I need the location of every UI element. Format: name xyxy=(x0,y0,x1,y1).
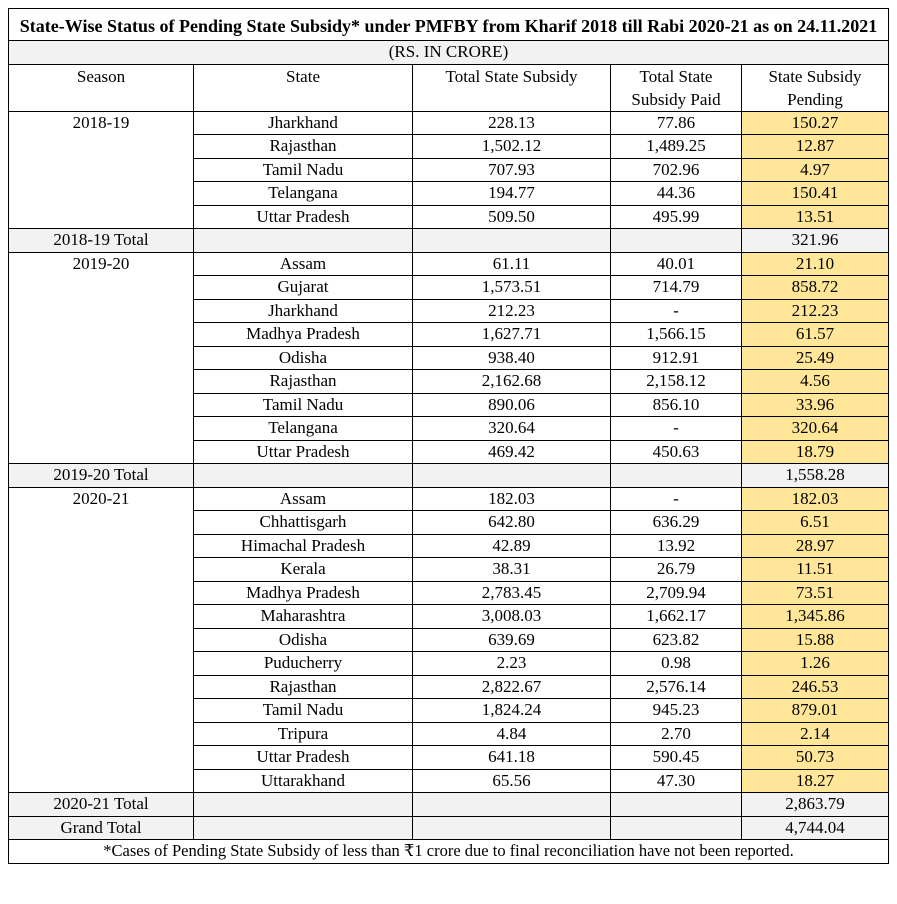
season-total-row xyxy=(9,793,889,817)
table-row xyxy=(9,487,889,511)
subsidy-pending-cell: 246.53 xyxy=(742,675,889,699)
subsidy-pending-cell: 21.10 xyxy=(742,252,889,276)
subsidy-paid-cell: 450.63 xyxy=(611,440,742,464)
subsidy-pending-cell: 1.26 xyxy=(742,652,889,676)
season-total-value: 1,558.28 xyxy=(742,464,889,488)
subsidy-pending-cell: 13.51 xyxy=(742,205,889,229)
subsidy-paid-cell: 2,576.14 xyxy=(611,675,742,699)
state-cell: Kerala xyxy=(194,558,413,582)
season-cell xyxy=(9,605,194,629)
footnote-row xyxy=(9,840,889,864)
subsidy-paid-cell: - xyxy=(611,417,742,441)
total-subsidy-cell: 61.11 xyxy=(413,252,611,276)
season-cell xyxy=(9,370,194,394)
state-cell: Uttar Pradesh xyxy=(194,205,413,229)
season-cell xyxy=(9,182,194,206)
empty-cell xyxy=(194,793,413,817)
state-cell: Rajasthan xyxy=(194,675,413,699)
total-subsidy-cell: 3,008.03 xyxy=(413,605,611,629)
subsidy-pending-cell: 25.49 xyxy=(742,346,889,370)
empty-cell xyxy=(194,464,413,488)
table-row xyxy=(9,722,889,746)
total-subsidy-cell: 641.18 xyxy=(413,746,611,770)
table-row xyxy=(9,534,889,558)
empty-cell xyxy=(611,816,742,840)
season-cell: 2020-21 xyxy=(9,487,194,511)
header-total-subsidy: Total State Subsidy xyxy=(413,64,611,111)
subsidy-paid-cell: 1,489.25 xyxy=(611,135,742,159)
subsidy-paid-cell: 495.99 xyxy=(611,205,742,229)
total-subsidy-cell: 4.84 xyxy=(413,722,611,746)
header-row xyxy=(9,64,889,111)
total-subsidy-cell: 212.23 xyxy=(413,299,611,323)
grand-total-value: 4,744.04 xyxy=(742,816,889,840)
table-row xyxy=(9,299,889,323)
state-cell: Uttar Pradesh xyxy=(194,746,413,770)
state-cell: Chhattisgarh xyxy=(194,511,413,535)
state-cell: Jharkhand xyxy=(194,111,413,135)
season-cell: 2018-19 xyxy=(9,111,194,135)
subsidy-paid-cell: 13.92 xyxy=(611,534,742,558)
table-row xyxy=(9,135,889,159)
season-cell xyxy=(9,440,194,464)
season-cell xyxy=(9,205,194,229)
total-subsidy-cell: 707.93 xyxy=(413,158,611,182)
season-cell xyxy=(9,675,194,699)
subsidy-paid-cell: 2.70 xyxy=(611,722,742,746)
state-cell: Madhya Pradesh xyxy=(194,581,413,605)
subsidy-pending-cell: 320.64 xyxy=(742,417,889,441)
subsidy-paid-cell: 77.86 xyxy=(611,111,742,135)
total-subsidy-cell: 42.89 xyxy=(413,534,611,558)
subsidy-pending-cell: 73.51 xyxy=(742,581,889,605)
table-row xyxy=(9,346,889,370)
table-row xyxy=(9,628,889,652)
table-row xyxy=(9,205,889,229)
season-cell xyxy=(9,511,194,535)
subsidy-pending-cell: 12.87 xyxy=(742,135,889,159)
subsidy-pending-cell: 4.97 xyxy=(742,158,889,182)
subsidy-pending-cell: 150.41 xyxy=(742,182,889,206)
table-row xyxy=(9,417,889,441)
table-row xyxy=(9,393,889,417)
subsidy-paid-cell: - xyxy=(611,299,742,323)
table-row xyxy=(9,158,889,182)
subsidy-pending-cell: 50.73 xyxy=(742,746,889,770)
empty-cell xyxy=(413,793,611,817)
subsidy-pending-cell: 28.97 xyxy=(742,534,889,558)
state-cell: Assam xyxy=(194,487,413,511)
subsidy-pending-cell: 150.27 xyxy=(742,111,889,135)
total-subsidy-cell: 2,783.45 xyxy=(413,581,611,605)
season-total-label: 2020-21 Total xyxy=(9,793,194,817)
subsidy-pending-cell: 1,345.86 xyxy=(742,605,889,629)
season-total-label: 2019-20 Total xyxy=(9,464,194,488)
unit-row xyxy=(9,41,889,65)
season-cell xyxy=(9,628,194,652)
season-cell: 2019-20 xyxy=(9,252,194,276)
empty-cell xyxy=(413,816,611,840)
season-total-label: 2018-19 Total xyxy=(9,229,194,253)
subsidy-paid-cell: 2,158.12 xyxy=(611,370,742,394)
total-subsidy-cell: 642.80 xyxy=(413,511,611,535)
state-cell: Maharashtra xyxy=(194,605,413,629)
season-cell xyxy=(9,652,194,676)
grand-total-label: Grand Total xyxy=(9,816,194,840)
subsidy-pending-cell: 6.51 xyxy=(742,511,889,535)
empty-cell xyxy=(611,229,742,253)
state-cell: Tamil Nadu xyxy=(194,393,413,417)
state-cell: Odisha xyxy=(194,628,413,652)
title-row xyxy=(9,9,889,41)
season-cell xyxy=(9,722,194,746)
empty-cell xyxy=(194,816,413,840)
subsidy-paid-cell: - xyxy=(611,487,742,511)
total-subsidy-cell: 1,824.24 xyxy=(413,699,611,723)
season-cell xyxy=(9,534,194,558)
season-cell xyxy=(9,323,194,347)
season-cell xyxy=(9,346,194,370)
subsidy-paid-cell: 1,566.15 xyxy=(611,323,742,347)
header-subsidy-pending: State Subsidy Pending xyxy=(742,64,889,111)
season-total-value: 321.96 xyxy=(742,229,889,253)
state-cell: Himachal Pradesh xyxy=(194,534,413,558)
subsidy-paid-cell: 912.91 xyxy=(611,346,742,370)
subsidy-paid-cell: 40.01 xyxy=(611,252,742,276)
table-row xyxy=(9,581,889,605)
total-subsidy-cell: 2.23 xyxy=(413,652,611,676)
total-subsidy-cell: 228.13 xyxy=(413,111,611,135)
table-row xyxy=(9,440,889,464)
subsidy-paid-cell: 945.23 xyxy=(611,699,742,723)
season-cell xyxy=(9,393,194,417)
table-title: State-Wise Status of Pending State Subsidy* under PMFBY from Kharif 2018 till Rabi 2020-21 as on 24.11.2021 xyxy=(9,9,889,41)
grand-total-row xyxy=(9,816,889,840)
empty-cell xyxy=(413,229,611,253)
table-row xyxy=(9,511,889,535)
season-cell xyxy=(9,276,194,300)
subsidy-paid-cell: 702.96 xyxy=(611,158,742,182)
state-cell: Tripura xyxy=(194,722,413,746)
season-cell xyxy=(9,769,194,793)
subsidy-paid-cell: 47.30 xyxy=(611,769,742,793)
subsidy-pending-cell: 33.96 xyxy=(742,393,889,417)
subsidy-paid-cell: 590.45 xyxy=(611,746,742,770)
subsidy-paid-cell: 636.29 xyxy=(611,511,742,535)
subsidy-pending-cell: 2.14 xyxy=(742,722,889,746)
subsidy-pending-cell: 11.51 xyxy=(742,558,889,582)
total-subsidy-cell: 1,627.71 xyxy=(413,323,611,347)
state-cell: Madhya Pradesh xyxy=(194,323,413,347)
total-subsidy-cell: 1,502.12 xyxy=(413,135,611,159)
table-row xyxy=(9,323,889,347)
empty-cell xyxy=(413,464,611,488)
header-subsidy-paid: Total State Subsidy Paid xyxy=(611,64,742,111)
total-subsidy-cell: 1,573.51 xyxy=(413,276,611,300)
subsidy-pending-cell: 61.57 xyxy=(742,323,889,347)
table-row xyxy=(9,558,889,582)
subsidy-paid-cell: 856.10 xyxy=(611,393,742,417)
total-subsidy-cell: 639.69 xyxy=(413,628,611,652)
subsidy-pending-cell: 879.01 xyxy=(742,699,889,723)
subsidy-pending-cell: 18.27 xyxy=(742,769,889,793)
state-cell: Telangana xyxy=(194,417,413,441)
subsidy-pending-cell: 15.88 xyxy=(742,628,889,652)
table-row xyxy=(9,182,889,206)
unit-label: (RS. IN CRORE) xyxy=(9,41,889,65)
footnote: *Cases of Pending State Subsidy of less than ₹1 crore due to final reconciliation have not been reported. xyxy=(9,840,889,864)
subsidy-paid-cell: 623.82 xyxy=(611,628,742,652)
season-cell xyxy=(9,699,194,723)
total-subsidy-cell: 65.56 xyxy=(413,769,611,793)
subsidy-pending-cell: 212.23 xyxy=(742,299,889,323)
season-cell xyxy=(9,158,194,182)
state-cell: Jharkhand xyxy=(194,299,413,323)
total-subsidy-cell: 194.77 xyxy=(413,182,611,206)
state-cell: Assam xyxy=(194,252,413,276)
season-cell xyxy=(9,299,194,323)
state-cell: Odisha xyxy=(194,346,413,370)
table-row xyxy=(9,769,889,793)
total-subsidy-cell: 2,162.68 xyxy=(413,370,611,394)
table-row xyxy=(9,746,889,770)
state-cell: Uttar Pradesh xyxy=(194,440,413,464)
total-subsidy-cell: 509.50 xyxy=(413,205,611,229)
season-total-row xyxy=(9,229,889,253)
subsidy-paid-cell: 26.79 xyxy=(611,558,742,582)
season-cell xyxy=(9,558,194,582)
season-cell xyxy=(9,417,194,441)
empty-cell xyxy=(194,229,413,253)
table-row xyxy=(9,699,889,723)
total-subsidy-cell: 938.40 xyxy=(413,346,611,370)
total-subsidy-cell: 320.64 xyxy=(413,417,611,441)
subsidy-paid-cell: 1,662.17 xyxy=(611,605,742,629)
table-row xyxy=(9,370,889,394)
subsidy-table xyxy=(8,8,889,864)
total-subsidy-cell: 38.31 xyxy=(413,558,611,582)
table-row xyxy=(9,252,889,276)
season-cell xyxy=(9,746,194,770)
state-cell: Telangana xyxy=(194,182,413,206)
season-cell xyxy=(9,581,194,605)
table-row xyxy=(9,605,889,629)
subsidy-pending-cell: 858.72 xyxy=(742,276,889,300)
subsidy-paid-cell: 44.36 xyxy=(611,182,742,206)
state-cell: Rajasthan xyxy=(194,135,413,159)
subsidy-pending-cell: 4.56 xyxy=(742,370,889,394)
season-total-value: 2,863.79 xyxy=(742,793,889,817)
subsidy-pending-cell: 182.03 xyxy=(742,487,889,511)
subsidy-table-container xyxy=(8,8,888,864)
subsidy-pending-cell: 18.79 xyxy=(742,440,889,464)
table-row xyxy=(9,276,889,300)
state-cell: Puducherry xyxy=(194,652,413,676)
total-subsidy-cell: 182.03 xyxy=(413,487,611,511)
table-row xyxy=(9,111,889,135)
state-cell: Tamil Nadu xyxy=(194,158,413,182)
subsidy-paid-cell: 2,709.94 xyxy=(611,581,742,605)
table-row xyxy=(9,675,889,699)
total-subsidy-cell: 890.06 xyxy=(413,393,611,417)
empty-cell xyxy=(611,464,742,488)
state-cell: Gujarat xyxy=(194,276,413,300)
table-row xyxy=(9,652,889,676)
header-season: Season xyxy=(9,64,194,111)
total-subsidy-cell: 469.42 xyxy=(413,440,611,464)
empty-cell xyxy=(611,793,742,817)
state-cell: Uttarakhand xyxy=(194,769,413,793)
season-total-row xyxy=(9,464,889,488)
state-cell: Rajasthan xyxy=(194,370,413,394)
subsidy-paid-cell: 0.98 xyxy=(611,652,742,676)
season-cell xyxy=(9,135,194,159)
subsidy-paid-cell: 714.79 xyxy=(611,276,742,300)
state-cell: Tamil Nadu xyxy=(194,699,413,723)
total-subsidy-cell: 2,822.67 xyxy=(413,675,611,699)
header-state: State xyxy=(194,64,413,111)
